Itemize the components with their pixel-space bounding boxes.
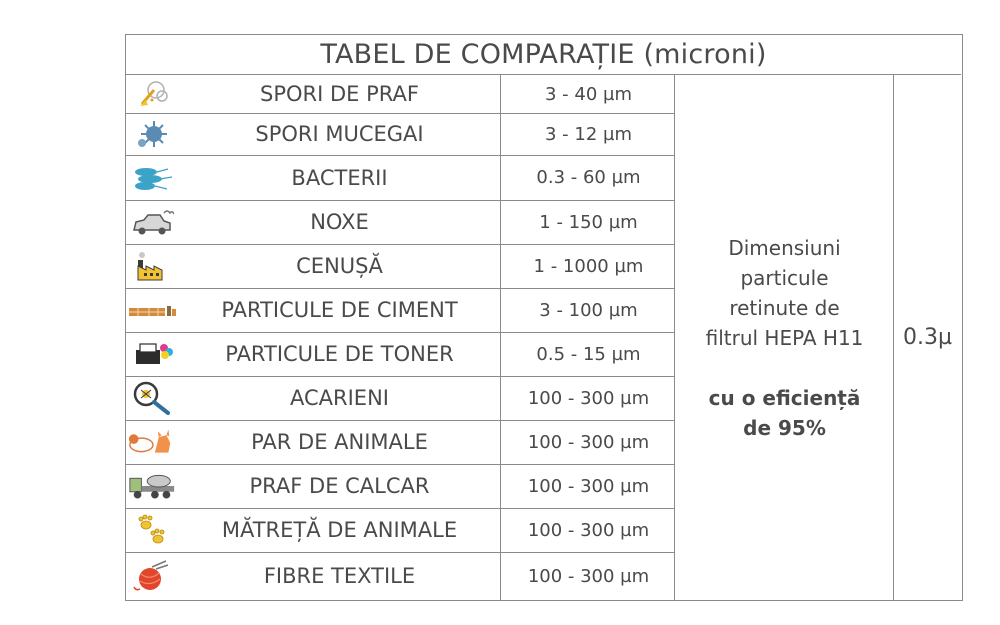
table-row: [126, 332, 675, 376]
particle-name: CENUȘĂ: [296, 254, 383, 278]
description-line: Dimensiuni: [728, 235, 841, 260]
description-line: filtrul HEPA H11: [705, 325, 864, 350]
table-row: [126, 200, 675, 244]
particle-size: 0.3 - 60 µm: [536, 167, 641, 188]
row-divider: [126, 244, 675, 245]
particle-name: PARTICULE DE CIMENT: [221, 298, 458, 322]
cement-truck-icon: [126, 469, 178, 503]
particle-name: MĂTREȚĂ DE ANIMALE: [221, 518, 458, 542]
hepa-value-cell: 0.3µ: [903, 325, 952, 350]
particle-name: PAR DE ANIMALE: [251, 430, 428, 454]
row-divider: [126, 552, 675, 553]
table-row: [126, 552, 675, 600]
table-row: [126, 420, 675, 464]
particle-name: FIBRE TEXTILE: [263, 564, 416, 588]
table-row: [126, 244, 675, 288]
table-title: TABEL DE COMPARAȚIE (microni): [126, 35, 961, 75]
description-line: retinute de: [729, 295, 840, 320]
cement-bricks-icon: [126, 293, 178, 327]
row-divider: [126, 508, 675, 509]
bacteria-icon: [126, 161, 178, 195]
particle-size: 100 - 300 µm: [527, 431, 650, 453]
dog-cat-icon: [126, 425, 178, 459]
row-divider: [126, 376, 675, 377]
comparison-table: [125, 34, 963, 601]
hepa-description-cell: [675, 75, 894, 600]
row-divider: [126, 200, 675, 201]
printer-icon: [126, 337, 178, 371]
particle-size: 1 - 150 µm: [539, 211, 638, 233]
row-divider: [126, 464, 675, 465]
paw-prints-icon: [126, 513, 178, 547]
table-row: [126, 113, 675, 155]
mold-spores-icon: [126, 117, 178, 151]
particle-name: BACTERII: [291, 165, 388, 190]
particle-size: 3 - 100 µm: [539, 299, 638, 321]
particle-size: 3 - 12 µm: [544, 123, 632, 145]
efficiency-line: cu o eficiență: [708, 385, 861, 410]
table-row: [126, 75, 675, 113]
row-divider: [126, 288, 675, 289]
particle-size: 100 - 300 µm: [527, 387, 650, 409]
table-row: [126, 376, 675, 420]
particle-name: PRAF DE CALCAR: [249, 474, 430, 498]
particle-size: 100 - 300 µm: [527, 565, 650, 587]
row-divider: [126, 113, 675, 114]
row-divider: [126, 332, 675, 333]
table-row: [126, 288, 675, 332]
table-row: [126, 464, 675, 508]
particle-name: SPORI MUCEGAI: [255, 122, 424, 146]
row-divider: [126, 155, 675, 156]
description-line: particule: [740, 265, 829, 290]
particle-size: 100 - 300 µm: [527, 519, 650, 541]
car-exhaust-icon: [126, 205, 178, 239]
particle-size: 100 - 300 µm: [527, 475, 650, 497]
table-row: [126, 155, 675, 200]
efficiency-line: de 95%: [743, 415, 826, 440]
row-divider: [126, 420, 675, 421]
particle-name: PARTICULE DE TONER: [225, 342, 454, 366]
yarn-ball-icon: [126, 559, 178, 593]
factory-icon: [126, 249, 178, 283]
particle-name: ACARIENI: [290, 386, 389, 410]
particle-size: 1 - 1000 µm: [533, 255, 644, 277]
particle-name: NOXE: [310, 210, 369, 234]
particle-size: 0.5 - 15 µm: [536, 343, 641, 365]
table-row: [126, 508, 675, 552]
particle-name: SPORI DE PRAF: [260, 82, 419, 106]
dust-spores-icon: [126, 77, 178, 111]
particle-size: 3 - 40 µm: [544, 83, 632, 105]
magnifier-mite-icon: [126, 381, 178, 415]
